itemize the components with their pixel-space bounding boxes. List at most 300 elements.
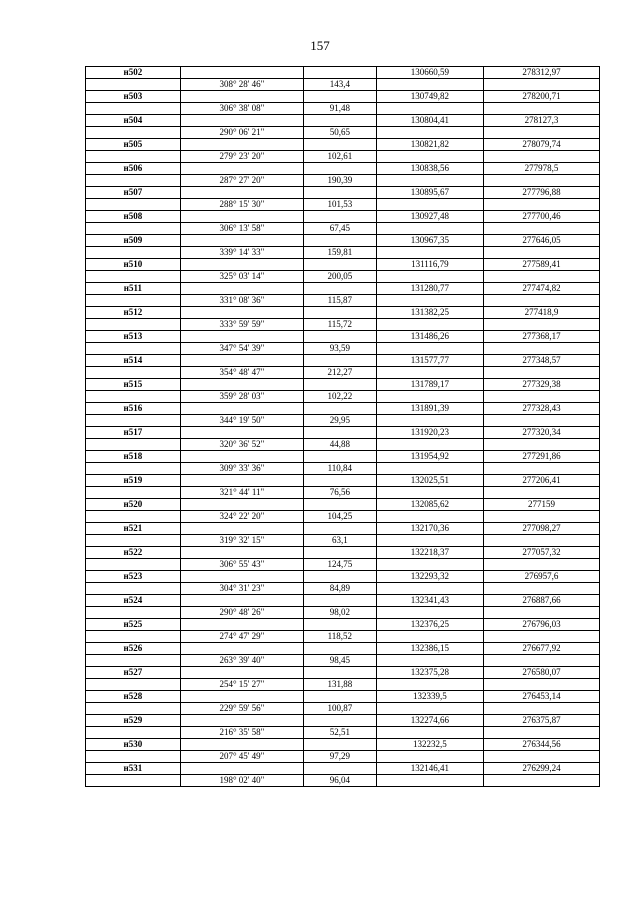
point-name-cell bbox=[86, 775, 181, 787]
y-coordinate-cell: 276344,56 bbox=[484, 739, 600, 751]
distance-cell bbox=[304, 355, 377, 367]
direction-angle-cell bbox=[180, 451, 303, 463]
point-name-cell bbox=[86, 703, 181, 715]
table-row bbox=[86, 607, 600, 619]
table-row bbox=[86, 751, 600, 763]
x-coordinate-cell: 130821,82 bbox=[376, 139, 483, 151]
x-coordinate-cell: 131577,77 bbox=[376, 355, 483, 367]
point-name-cell: н514 bbox=[86, 355, 181, 367]
x-coordinate-cell bbox=[376, 271, 483, 283]
direction-angle-cell: 306° 13' 58" bbox=[180, 223, 303, 235]
distance-cell: 118,52 bbox=[304, 631, 377, 643]
direction-angle-cell bbox=[180, 667, 303, 679]
direction-angle-cell: 306° 38' 08" bbox=[180, 103, 303, 115]
point-name-cell: н520 bbox=[86, 499, 181, 511]
direction-angle-cell: 290° 06' 21" bbox=[180, 127, 303, 139]
direction-angle-cell bbox=[180, 331, 303, 343]
distance-cell bbox=[304, 499, 377, 511]
direction-angle-cell: 321° 44' 11" bbox=[180, 487, 303, 499]
distance-cell bbox=[304, 115, 377, 127]
table-row bbox=[86, 199, 600, 211]
point-name-cell: н521 bbox=[86, 523, 181, 535]
y-coordinate-cell: 277098,27 bbox=[484, 523, 600, 535]
y-coordinate-cell: 276299,24 bbox=[484, 763, 600, 775]
x-coordinate-cell: 131280,77 bbox=[376, 283, 483, 295]
distance-cell bbox=[304, 763, 377, 775]
distance-cell bbox=[304, 187, 377, 199]
distance-cell: 200,05 bbox=[304, 271, 377, 283]
table-row bbox=[86, 583, 600, 595]
point-name-cell: н517 bbox=[86, 427, 181, 439]
point-name-cell bbox=[86, 271, 181, 283]
direction-angle-cell bbox=[180, 403, 303, 415]
distance-cell bbox=[304, 691, 377, 703]
y-coordinate-cell: 278312,97 bbox=[484, 67, 600, 79]
direction-angle-cell: 304° 31' 23" bbox=[180, 583, 303, 595]
table-row bbox=[86, 523, 600, 535]
direction-angle-cell: 279° 23' 20" bbox=[180, 151, 303, 163]
distance-cell: 84,89 bbox=[304, 583, 377, 595]
y-coordinate-cell: 277328,43 bbox=[484, 403, 600, 415]
y-coordinate-cell bbox=[484, 247, 600, 259]
y-coordinate-cell: 278127,3 bbox=[484, 115, 600, 127]
point-name-cell bbox=[86, 223, 181, 235]
x-coordinate-cell bbox=[376, 247, 483, 259]
x-coordinate-cell: 132341,43 bbox=[376, 595, 483, 607]
distance-cell bbox=[304, 643, 377, 655]
table-row bbox=[86, 619, 600, 631]
point-name-cell bbox=[86, 679, 181, 691]
distance-cell: 102,61 bbox=[304, 151, 377, 163]
point-name-cell: н507 bbox=[86, 187, 181, 199]
direction-angle-cell bbox=[180, 379, 303, 391]
y-coordinate-cell bbox=[484, 727, 600, 739]
direction-angle-cell bbox=[180, 547, 303, 559]
y-coordinate-cell: 277418,9 bbox=[484, 307, 600, 319]
point-name-cell bbox=[86, 655, 181, 667]
distance-cell bbox=[304, 667, 377, 679]
direction-angle-cell bbox=[180, 139, 303, 151]
y-coordinate-cell bbox=[484, 535, 600, 547]
y-coordinate-cell bbox=[484, 487, 600, 499]
point-name-cell bbox=[86, 343, 181, 355]
point-name-cell bbox=[86, 511, 181, 523]
y-coordinate-cell: 277057,32 bbox=[484, 547, 600, 559]
direction-angle-cell: 306° 55' 43" bbox=[180, 559, 303, 571]
distance-cell bbox=[304, 403, 377, 415]
x-coordinate-cell: 132386,15 bbox=[376, 643, 483, 655]
point-name-cell bbox=[86, 175, 181, 187]
point-name-cell bbox=[86, 751, 181, 763]
distance-cell bbox=[304, 283, 377, 295]
x-coordinate-cell bbox=[376, 199, 483, 211]
x-coordinate-cell: 131789,17 bbox=[376, 379, 483, 391]
table-row bbox=[86, 115, 600, 127]
y-coordinate-cell: 277291,86 bbox=[484, 451, 600, 463]
table-row bbox=[86, 67, 600, 79]
table-row bbox=[86, 211, 600, 223]
y-coordinate-cell bbox=[484, 655, 600, 667]
table-row bbox=[86, 427, 600, 439]
table-row bbox=[86, 727, 600, 739]
x-coordinate-cell: 132376,25 bbox=[376, 619, 483, 631]
direction-angle-cell bbox=[180, 499, 303, 511]
point-name-cell: н515 bbox=[86, 379, 181, 391]
distance-cell bbox=[304, 139, 377, 151]
distance-cell bbox=[304, 547, 377, 559]
direction-angle-cell: 287° 27' 20" bbox=[180, 175, 303, 187]
point-name-cell bbox=[86, 487, 181, 499]
distance-cell: 104,25 bbox=[304, 511, 377, 523]
distance-cell: 159,81 bbox=[304, 247, 377, 259]
distance-cell bbox=[304, 475, 377, 487]
table-row bbox=[86, 487, 600, 499]
distance-cell bbox=[304, 307, 377, 319]
distance-cell: 131,88 bbox=[304, 679, 377, 691]
y-coordinate-cell bbox=[484, 199, 600, 211]
x-coordinate-cell bbox=[376, 367, 483, 379]
table-row bbox=[86, 631, 600, 643]
direction-angle-cell bbox=[180, 595, 303, 607]
table-row bbox=[86, 775, 600, 787]
table-row bbox=[86, 595, 600, 607]
y-coordinate-cell: 277646,05 bbox=[484, 235, 600, 247]
distance-cell: 190,39 bbox=[304, 175, 377, 187]
direction-angle-cell bbox=[180, 187, 303, 199]
point-name-cell: н508 bbox=[86, 211, 181, 223]
y-coordinate-cell: 276375,87 bbox=[484, 715, 600, 727]
point-name-cell: н503 bbox=[86, 91, 181, 103]
y-coordinate-cell bbox=[484, 295, 600, 307]
point-name-cell: н502 bbox=[86, 67, 181, 79]
x-coordinate-cell: 132375,28 bbox=[376, 667, 483, 679]
point-name-cell bbox=[86, 127, 181, 139]
y-coordinate-cell: 276796,03 bbox=[484, 619, 600, 631]
distance-cell bbox=[304, 67, 377, 79]
x-coordinate-cell bbox=[376, 319, 483, 331]
distance-cell: 96,04 bbox=[304, 775, 377, 787]
point-name-cell: н506 bbox=[86, 163, 181, 175]
point-name-cell bbox=[86, 415, 181, 427]
y-coordinate-cell bbox=[484, 511, 600, 523]
x-coordinate-cell: 130967,35 bbox=[376, 235, 483, 247]
x-coordinate-cell: 130838,56 bbox=[376, 163, 483, 175]
y-coordinate-cell: 277206,41 bbox=[484, 475, 600, 487]
direction-angle-cell bbox=[180, 763, 303, 775]
table-row bbox=[86, 295, 600, 307]
distance-cell: 91,48 bbox=[304, 103, 377, 115]
point-name-cell bbox=[86, 727, 181, 739]
point-name-cell: н518 bbox=[86, 451, 181, 463]
distance-cell: 63,1 bbox=[304, 535, 377, 547]
x-coordinate-cell: 132218,37 bbox=[376, 547, 483, 559]
y-coordinate-cell: 276677,92 bbox=[484, 643, 600, 655]
point-name-cell bbox=[86, 463, 181, 475]
y-coordinate-cell: 277796,88 bbox=[484, 187, 600, 199]
table-row bbox=[86, 463, 600, 475]
direction-angle-cell bbox=[180, 715, 303, 727]
table-row bbox=[86, 319, 600, 331]
direction-angle-cell: 339° 14' 33" bbox=[180, 247, 303, 259]
point-name-cell: н526 bbox=[86, 643, 181, 655]
y-coordinate-cell: 276957,6 bbox=[484, 571, 600, 583]
distance-cell: 115,72 bbox=[304, 319, 377, 331]
table-row bbox=[86, 559, 600, 571]
table-row bbox=[86, 451, 600, 463]
direction-angle-cell bbox=[180, 67, 303, 79]
table-row bbox=[86, 691, 600, 703]
point-name-cell bbox=[86, 631, 181, 643]
point-name-cell bbox=[86, 247, 181, 259]
table-row bbox=[86, 739, 600, 751]
distance-cell bbox=[304, 523, 377, 535]
x-coordinate-cell bbox=[376, 775, 483, 787]
direction-angle-cell: 331° 08' 36" bbox=[180, 295, 303, 307]
direction-angle-cell bbox=[180, 355, 303, 367]
y-coordinate-cell: 278079,74 bbox=[484, 139, 600, 151]
direction-angle-cell: 347° 54' 39" bbox=[180, 343, 303, 355]
x-coordinate-cell bbox=[376, 559, 483, 571]
direction-angle-cell: 324° 22' 20" bbox=[180, 511, 303, 523]
table-row bbox=[86, 259, 600, 271]
table-row bbox=[86, 679, 600, 691]
point-name-cell: н525 bbox=[86, 619, 181, 631]
direction-angle-cell bbox=[180, 115, 303, 127]
table-row bbox=[86, 187, 600, 199]
direction-angle-cell: 198° 02' 40" bbox=[180, 775, 303, 787]
point-name-cell: н512 bbox=[86, 307, 181, 319]
y-coordinate-cell bbox=[484, 679, 600, 691]
direction-angle-cell: 308° 28' 46" bbox=[180, 79, 303, 91]
direction-angle-cell: 319° 32' 15" bbox=[180, 535, 303, 547]
y-coordinate-cell: 277700,46 bbox=[484, 211, 600, 223]
point-name-cell: н504 bbox=[86, 115, 181, 127]
y-coordinate-cell bbox=[484, 559, 600, 571]
direction-angle-cell bbox=[180, 91, 303, 103]
y-coordinate-cell: 277978,5 bbox=[484, 163, 600, 175]
x-coordinate-cell bbox=[376, 391, 483, 403]
point-name-cell bbox=[86, 583, 181, 595]
y-coordinate-cell: 276887,66 bbox=[484, 595, 600, 607]
x-coordinate-cell bbox=[376, 415, 483, 427]
table-row bbox=[86, 91, 600, 103]
direction-angle-cell bbox=[180, 739, 303, 751]
x-coordinate-cell: 130927,48 bbox=[376, 211, 483, 223]
y-coordinate-cell bbox=[484, 151, 600, 163]
y-coordinate-cell bbox=[484, 175, 600, 187]
direction-angle-cell bbox=[180, 571, 303, 583]
x-coordinate-cell: 131116,79 bbox=[376, 259, 483, 271]
direction-angle-cell bbox=[180, 619, 303, 631]
distance-cell: 93,59 bbox=[304, 343, 377, 355]
distance-cell: 143,4 bbox=[304, 79, 377, 91]
direction-angle-cell: 325° 03' 14" bbox=[180, 271, 303, 283]
distance-cell bbox=[304, 379, 377, 391]
distance-cell bbox=[304, 331, 377, 343]
x-coordinate-cell: 130749,82 bbox=[376, 91, 483, 103]
x-coordinate-cell: 130804,41 bbox=[376, 115, 483, 127]
direction-angle-cell: 290° 48' 26" bbox=[180, 607, 303, 619]
x-coordinate-cell: 131920,23 bbox=[376, 427, 483, 439]
point-name-cell: н516 bbox=[86, 403, 181, 415]
y-coordinate-cell: 277368,17 bbox=[484, 331, 600, 343]
direction-angle-cell: 274° 47' 29" bbox=[180, 631, 303, 643]
y-coordinate-cell bbox=[484, 103, 600, 115]
y-coordinate-cell: 277348,57 bbox=[484, 355, 600, 367]
table-row bbox=[86, 355, 600, 367]
x-coordinate-cell bbox=[376, 103, 483, 115]
distance-cell: 115,87 bbox=[304, 295, 377, 307]
point-name-cell: н524 bbox=[86, 595, 181, 607]
direction-angle-cell: 216° 35' 58" bbox=[180, 727, 303, 739]
distance-cell bbox=[304, 739, 377, 751]
point-name-cell bbox=[86, 367, 181, 379]
distance-cell: 29,95 bbox=[304, 415, 377, 427]
x-coordinate-cell: 132025,51 bbox=[376, 475, 483, 487]
distance-cell: 50,65 bbox=[304, 127, 377, 139]
x-coordinate-cell bbox=[376, 583, 483, 595]
table-row bbox=[86, 667, 600, 679]
x-coordinate-cell: 131891,39 bbox=[376, 403, 483, 415]
direction-angle-cell bbox=[180, 691, 303, 703]
coordinates-table bbox=[85, 66, 600, 787]
y-coordinate-cell bbox=[484, 271, 600, 283]
x-coordinate-cell bbox=[376, 607, 483, 619]
table-row bbox=[86, 247, 600, 259]
direction-angle-cell: 263° 39' 40" bbox=[180, 655, 303, 667]
table-row bbox=[86, 511, 600, 523]
table-row bbox=[86, 271, 600, 283]
distance-cell bbox=[304, 211, 377, 223]
direction-angle-cell bbox=[180, 211, 303, 223]
distance-cell bbox=[304, 571, 377, 583]
table-row bbox=[86, 175, 600, 187]
point-name-cell bbox=[86, 607, 181, 619]
page-number: 157 bbox=[310, 38, 330, 53]
point-name-cell bbox=[86, 559, 181, 571]
x-coordinate-cell bbox=[376, 175, 483, 187]
direction-angle-cell bbox=[180, 283, 303, 295]
direction-angle-cell: 354° 48' 47" bbox=[180, 367, 303, 379]
y-coordinate-cell: 277589,41 bbox=[484, 259, 600, 271]
point-name-cell: н513 bbox=[86, 331, 181, 343]
point-name-cell bbox=[86, 79, 181, 91]
point-name-cell: н511 bbox=[86, 283, 181, 295]
x-coordinate-cell bbox=[376, 727, 483, 739]
y-coordinate-cell: 276580,07 bbox=[484, 667, 600, 679]
table-row bbox=[86, 415, 600, 427]
distance-cell: 44,88 bbox=[304, 439, 377, 451]
point-name-cell bbox=[86, 295, 181, 307]
direction-angle-cell bbox=[180, 643, 303, 655]
point-name-cell bbox=[86, 319, 181, 331]
x-coordinate-cell bbox=[376, 439, 483, 451]
y-coordinate-cell bbox=[484, 775, 600, 787]
table-row bbox=[86, 655, 600, 667]
x-coordinate-cell: 132339,5 bbox=[376, 691, 483, 703]
table-row bbox=[86, 103, 600, 115]
direction-angle-cell: 309° 33' 36" bbox=[180, 463, 303, 475]
point-name-cell bbox=[86, 199, 181, 211]
point-name-cell: н528 bbox=[86, 691, 181, 703]
distance-cell: 67,45 bbox=[304, 223, 377, 235]
distance-cell: 124,75 bbox=[304, 559, 377, 571]
direction-angle-cell bbox=[180, 475, 303, 487]
y-coordinate-cell bbox=[484, 583, 600, 595]
y-coordinate-cell: 278200,71 bbox=[484, 91, 600, 103]
table-row bbox=[86, 235, 600, 247]
x-coordinate-cell: 132085,62 bbox=[376, 499, 483, 511]
x-coordinate-cell bbox=[376, 751, 483, 763]
y-coordinate-cell: 277159 bbox=[484, 499, 600, 511]
table-row bbox=[86, 499, 600, 511]
distance-cell: 212,27 bbox=[304, 367, 377, 379]
distance-cell: 98,02 bbox=[304, 607, 377, 619]
x-coordinate-cell bbox=[376, 487, 483, 499]
y-coordinate-cell bbox=[484, 751, 600, 763]
direction-angle-cell: 359° 28' 03" bbox=[180, 391, 303, 403]
table-row bbox=[86, 283, 600, 295]
y-coordinate-cell bbox=[484, 391, 600, 403]
x-coordinate-cell bbox=[376, 511, 483, 523]
table-row bbox=[86, 307, 600, 319]
table-row bbox=[86, 223, 600, 235]
point-name-cell: н531 bbox=[86, 763, 181, 775]
x-coordinate-cell bbox=[376, 631, 483, 643]
distance-cell: 98,45 bbox=[304, 655, 377, 667]
table-row bbox=[86, 367, 600, 379]
distance-cell: 101,53 bbox=[304, 199, 377, 211]
distance-cell bbox=[304, 91, 377, 103]
point-name-cell bbox=[86, 103, 181, 115]
x-coordinate-cell bbox=[376, 535, 483, 547]
table-row bbox=[86, 331, 600, 343]
direction-angle-cell: 207° 45' 49" bbox=[180, 751, 303, 763]
x-coordinate-cell bbox=[376, 79, 483, 91]
y-coordinate-cell: 276453,14 bbox=[484, 691, 600, 703]
y-coordinate-cell bbox=[484, 319, 600, 331]
point-name-cell: н527 bbox=[86, 667, 181, 679]
distance-cell bbox=[304, 259, 377, 271]
point-name-cell: н523 bbox=[86, 571, 181, 583]
x-coordinate-cell bbox=[376, 223, 483, 235]
distance-cell bbox=[304, 595, 377, 607]
point-name-cell bbox=[86, 151, 181, 163]
direction-angle-cell bbox=[180, 235, 303, 247]
distance-cell: 52,51 bbox=[304, 727, 377, 739]
distance-cell: 110,84 bbox=[304, 463, 377, 475]
point-name-cell bbox=[86, 535, 181, 547]
table-row bbox=[86, 403, 600, 415]
point-name-cell: н510 bbox=[86, 259, 181, 271]
y-coordinate-cell bbox=[484, 367, 600, 379]
distance-cell bbox=[304, 163, 377, 175]
x-coordinate-cell: 132274,66 bbox=[376, 715, 483, 727]
x-coordinate-cell: 132170,36 bbox=[376, 523, 483, 535]
distance-cell bbox=[304, 451, 377, 463]
distance-cell: 100,87 bbox=[304, 703, 377, 715]
point-name-cell: н529 bbox=[86, 715, 181, 727]
x-coordinate-cell: 132293,32 bbox=[376, 571, 483, 583]
point-name-cell bbox=[86, 439, 181, 451]
table-row bbox=[86, 343, 600, 355]
point-name-cell: н519 bbox=[86, 475, 181, 487]
y-coordinate-cell bbox=[484, 463, 600, 475]
x-coordinate-cell bbox=[376, 151, 483, 163]
table-row bbox=[86, 703, 600, 715]
x-coordinate-cell bbox=[376, 703, 483, 715]
direction-angle-cell: 344° 19' 50" bbox=[180, 415, 303, 427]
